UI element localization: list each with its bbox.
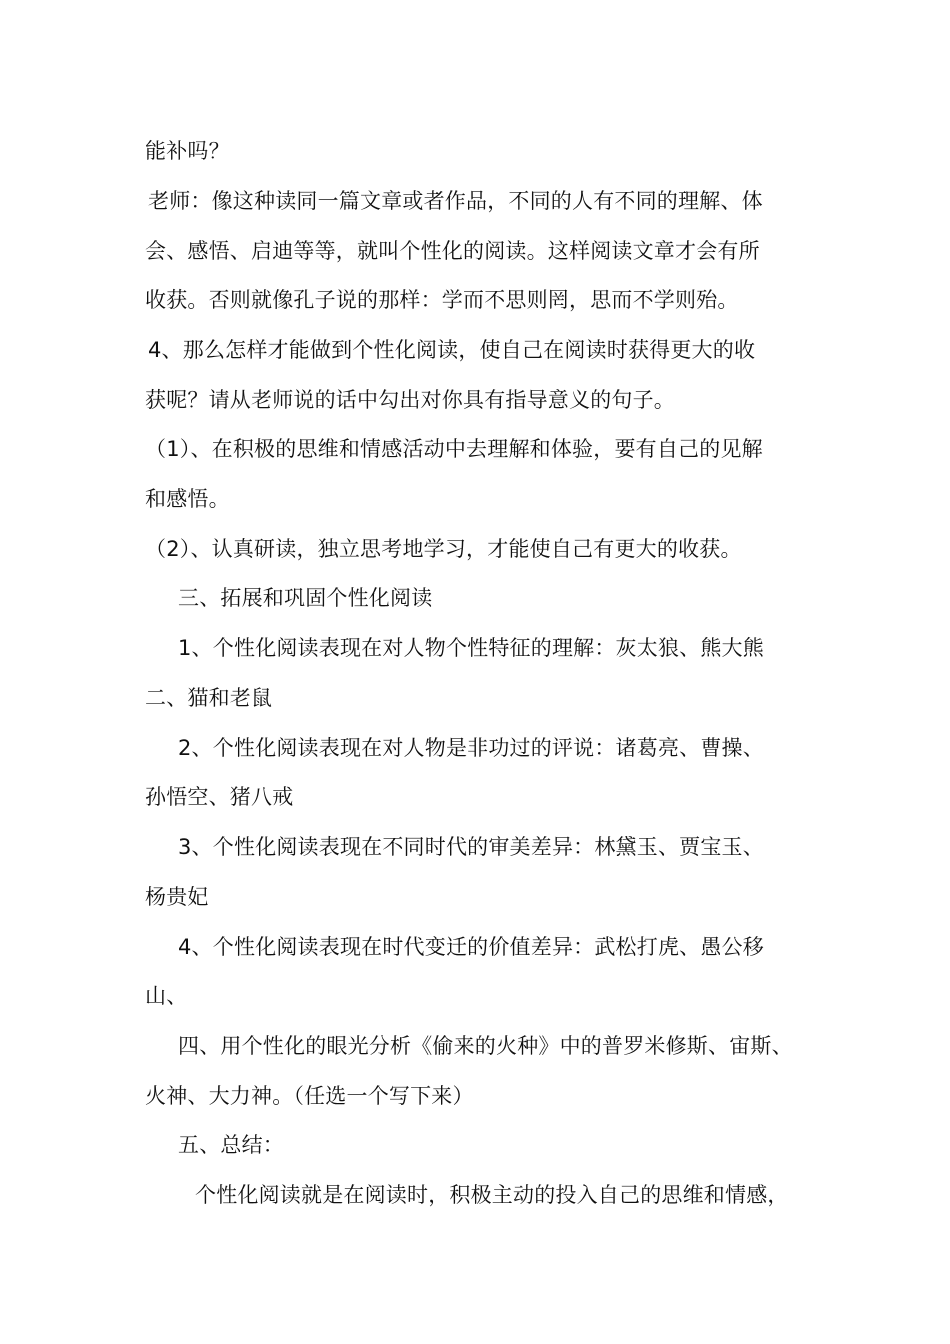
section-heading-5: 五、总结： <box>178 1133 284 1157</box>
text-line-8: 和感悟。 <box>145 487 230 511</box>
section-heading-4: 四、用个性化的眼光分析《偷来的火种》中的普罗米修斯、宙斯、 <box>178 1034 793 1058</box>
text-line-5: 4、那么怎样才能做到个性化阅读，使自己在阅读时获得更大的收 <box>148 338 756 362</box>
text-line-15: 3、个性化阅读表现在不同时代的审美差异：林黛玉、贾宝玉、 <box>178 835 764 859</box>
text-line-12: 二、猫和老鼠 <box>145 686 273 710</box>
text-line-4: 收获。否则就像孔子说的那样：学而不思则罔，思而不学则殆。 <box>145 288 739 312</box>
text-line-14: 孙悟空、猪八戒 <box>145 785 294 809</box>
text-line-16: 杨贵妃 <box>145 885 209 909</box>
text-line-9: （2）、认真研读，独立思考地学习，才能使自己有更大的收获。 <box>145 537 742 561</box>
text-line-1: 能补吗？ <box>145 139 230 163</box>
text-line-11: 1、个性化阅读表现在对人物个性特征的理解：灰太狼、熊大熊 <box>178 636 764 660</box>
text-line-13: 2、个性化阅读表现在对人物是非功过的评说：诸葛亮、曹操、 <box>178 736 764 760</box>
text-line-2: 老师：像这种读同一篇文章或者作品，不同的人有不同的理解、体 <box>148 189 763 213</box>
text-line-17: 4、个性化阅读表现在时代变迁的价值差异：武松打虎、愚公移 <box>178 935 764 959</box>
text-line-3: 会、感悟、启迪等等，就叫个性化的阅读。这样阅读文章才会有所 <box>145 239 760 263</box>
section-heading-3: 三、拓展和巩固个性化阅读 <box>178 586 433 610</box>
text-line-18: 山、 <box>145 984 188 1008</box>
text-line-7: （1）、在积极的思维和情感活动中去理解和体验，要有自己的见解 <box>145 437 763 461</box>
text-line-6: 获呢？请从老师说的话中勾出对你具有指导意义的句子。 <box>145 388 675 412</box>
text-line-20: 火神、大力神。（任选一个写下来） <box>145 1084 474 1108</box>
text-line-22: 个性化阅读就是在阅读时，积极主动的投入自己的思维和情感， <box>195 1183 789 1207</box>
